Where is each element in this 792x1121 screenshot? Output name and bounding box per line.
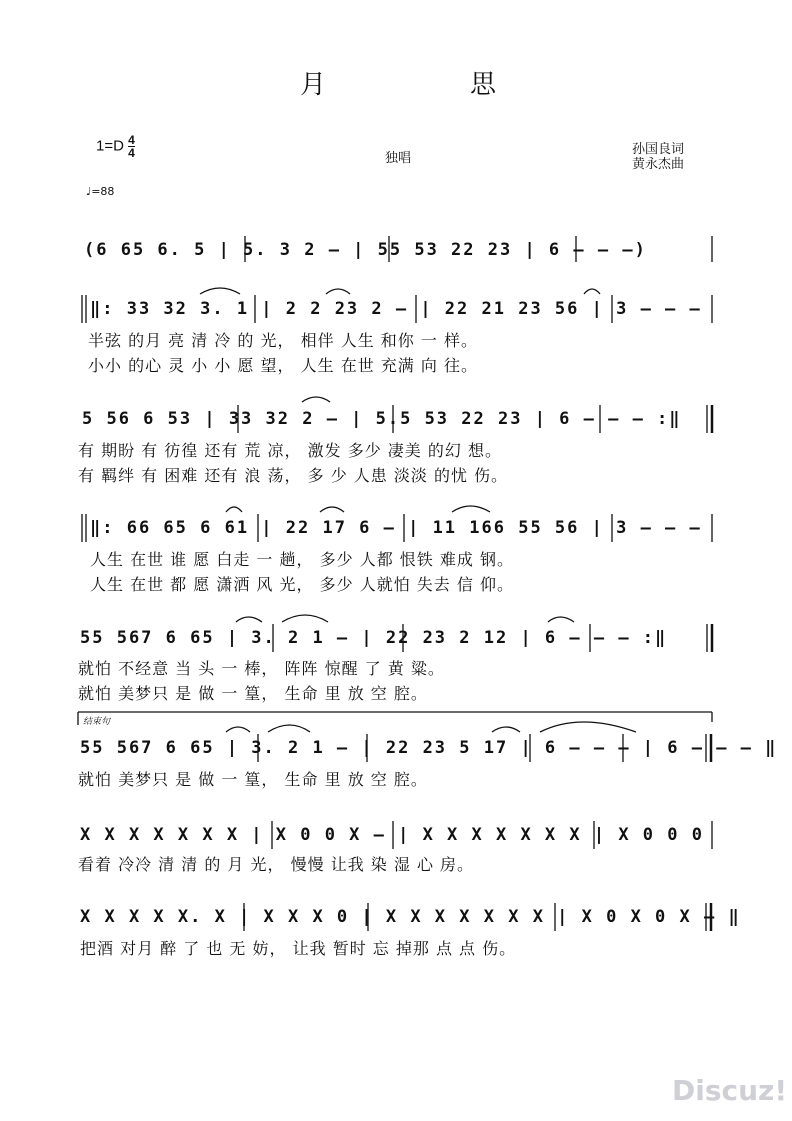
system-4-lyric-2: 人生 在世 都 愿 潇洒 风 光， 多少 人就怕 失去 信 仰。 xyxy=(90,575,514,594)
system-6-notes: 55 567 6 65 | 3. 2 1 – | 22 23 5 17 | 6 – – – | 6 – – – ‖ xyxy=(80,738,778,758)
system-2-notes: ‖: 33 32 3. 1 | 2 2 23 2 – | 22 21 23 56 | 3 – – – xyxy=(90,299,702,319)
lyricist: 孙国良词 xyxy=(632,142,685,157)
watermark-logo: Discuz! xyxy=(672,1074,788,1107)
system-6-lyric-1: 就怕 美梦只 是 做 一 篁， 生命 里 放 空 腔。 xyxy=(78,770,428,789)
title-left-char: 月 xyxy=(300,70,327,100)
system-1-notes: (6 65 6. 5 | 5. 3 2 – | 55 53 22 23 | 6 – – –) xyxy=(84,240,647,260)
system-4-lyric-1: 人生 在世 谁 愿 白走 一 趟， 多少 人都 恨铁 难成 钢。 xyxy=(90,550,514,569)
system-2-lyric-2: 小小 的心 灵 小 小 愿 望， 人生 在世 充满 向 往。 xyxy=(88,356,478,375)
section-label: 结束句 xyxy=(83,717,111,727)
system-8-lyric-1: 把酒 对月 醉 了 也 无 妨， 让我 暂时 忘 掉那 点 点 伤。 xyxy=(80,939,517,958)
system-8-notes: X X X X X. X | X X X 0 | X X X X X X X | X 0 X 0 X – ‖ xyxy=(80,907,741,927)
system-7-lyric-1: 看着 冷冷 清 清 的 月 光， 慢慢 让我 染 湿 心 房。 xyxy=(78,855,475,874)
system-5-notes: 55 567 6 65 | 3. 2 1 – | 22 23 2 12 | 6 – – – :‖ xyxy=(80,628,668,648)
time-sig-top: 4 xyxy=(128,133,135,147)
composer: 黄永杰曲 xyxy=(632,157,685,172)
tempo-marking: ♩=88 xyxy=(86,185,115,198)
key-label: 1=D xyxy=(96,137,124,155)
system-5-lyric-2: 就怕 美梦只 是 做 一 篁， 生命 里 放 空 腔。 xyxy=(78,684,428,703)
system-3-lyric-1: 有 期盼 有 彷徨 还有 荒 凉， 激发 多少 凄美 的幻 想。 xyxy=(78,441,502,460)
performance-type: 独唱 xyxy=(385,151,412,166)
time-sig-bottom: 4 xyxy=(128,146,135,160)
title-right-char: 思 xyxy=(470,70,497,100)
system-5-lyric-1: 就怕 不经意 当 头 一 棒， 阵阵 惊醒 了 黄 粱。 xyxy=(78,659,445,678)
system-2-lyric-1: 半弦 的月 亮 清 冷 的 光， 相伴 人生 和你 一 样。 xyxy=(88,331,478,350)
system-3-lyric-2: 有 羁绊 有 困难 还有 浪 荡， 多 少 人患 淡淡 的忧 伤。 xyxy=(78,466,509,485)
system-3-notes: 5 56 6 53 | 33 32 2 – | 5.5 53 22 23 | 6 – – – :‖ xyxy=(82,409,682,429)
system-4-notes: ‖: 66 65 6 61 | 22 17 6 – | 11 166 55 56 | 3 – – – xyxy=(90,518,702,538)
system-7-notes: X X X X X X X | X 0 0 X – | X X X X X X X | X 0 0 0 xyxy=(80,825,704,845)
